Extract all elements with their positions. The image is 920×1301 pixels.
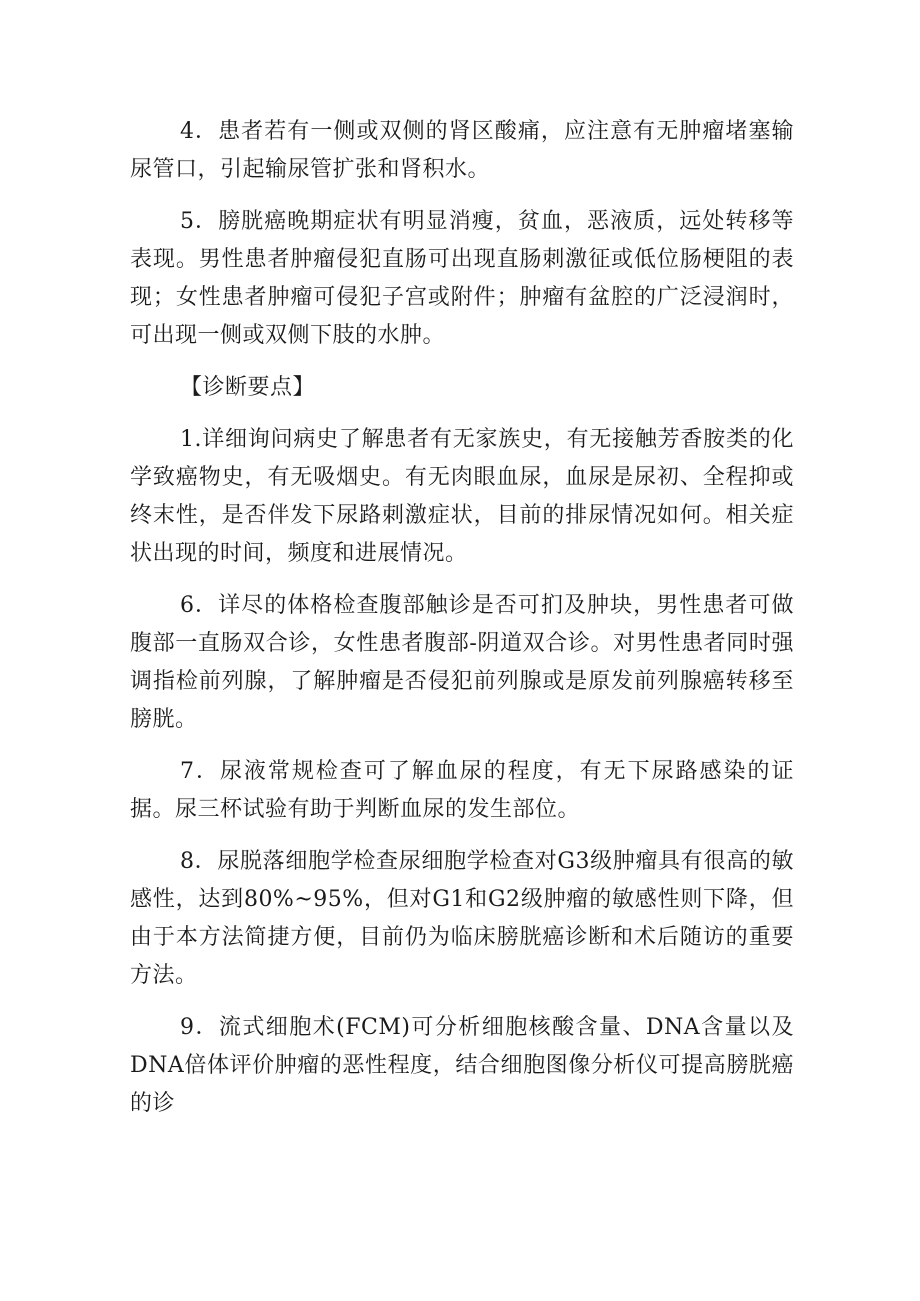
paragraph-item-4: 4．患者若有一侧或双侧的肾区酸痛，应注意有无肿瘤堵塞输尿管口，引起输尿管扩张和肾积水。 bbox=[130, 119, 794, 182]
diagnosis-point-1: 1.详细询问病史了解患者有无家族史，有无接触芳香胺类的化学致癌物史，有无吸烟史。有无肉眼血尿，血尿是尿初、全程抑或终末性，是否伴发下尿路刺激症状，目前的排尿情况如何。相关症状出现的时间，频度和进展情况。 bbox=[130, 427, 794, 566]
diagnosis-point-6: 6．详尽的体格检查腹部触诊是否可扪及肿块，男性患者可做腹部一直肠双合诊，女性患者腹部-阴道双合诊。对男性患者同时强调指检前列腺，了解肿瘤是否侵犯前列腺或是原发前列腺癌转移至膀胱。 bbox=[130, 593, 794, 732]
diagnosis-point-8: 8．尿脱落细胞学检查尿细胞学检查对G3级肿瘤具有很高的敏感性，达到80%~95%，但对G1和G2级肿瘤的敏感性则下降，但由于本方法简捷方便，目前仍为临床膀胱癌诊断和术后随访的重要方法。 bbox=[130, 849, 794, 988]
paragraph-item-5: 5．膀胱癌晚期症状有明显消瘦，贫血，恶液质，远处转移等表现。男性患者肿瘤侵犯直肠可出现直肠刺激征或低位肠梗阻的表现；女性患者肿瘤可侵犯子宫或附件；肿瘤有盆腔的广泛浸润时，可出现一侧或双侧下肢的水肿。 bbox=[130, 209, 794, 348]
document-body bbox=[130, 113, 794, 1137]
section-heading: 【诊断要点】 bbox=[180, 375, 316, 400]
diagnosis-point-9: 9．流式细胞术(FCM)可分析细胞核酸含量、DNA含量以及DNA倍体评价肿瘤的恶性程度，结合细胞图像分析仪可提高膀胱癌的诊 bbox=[130, 1015, 794, 1116]
diagnosis-point-7: 7．尿液常规检查可了解血尿的程度，有无下尿路感染的证据。尿三杯试验有助于判断血尿的发生部位。 bbox=[130, 759, 794, 822]
